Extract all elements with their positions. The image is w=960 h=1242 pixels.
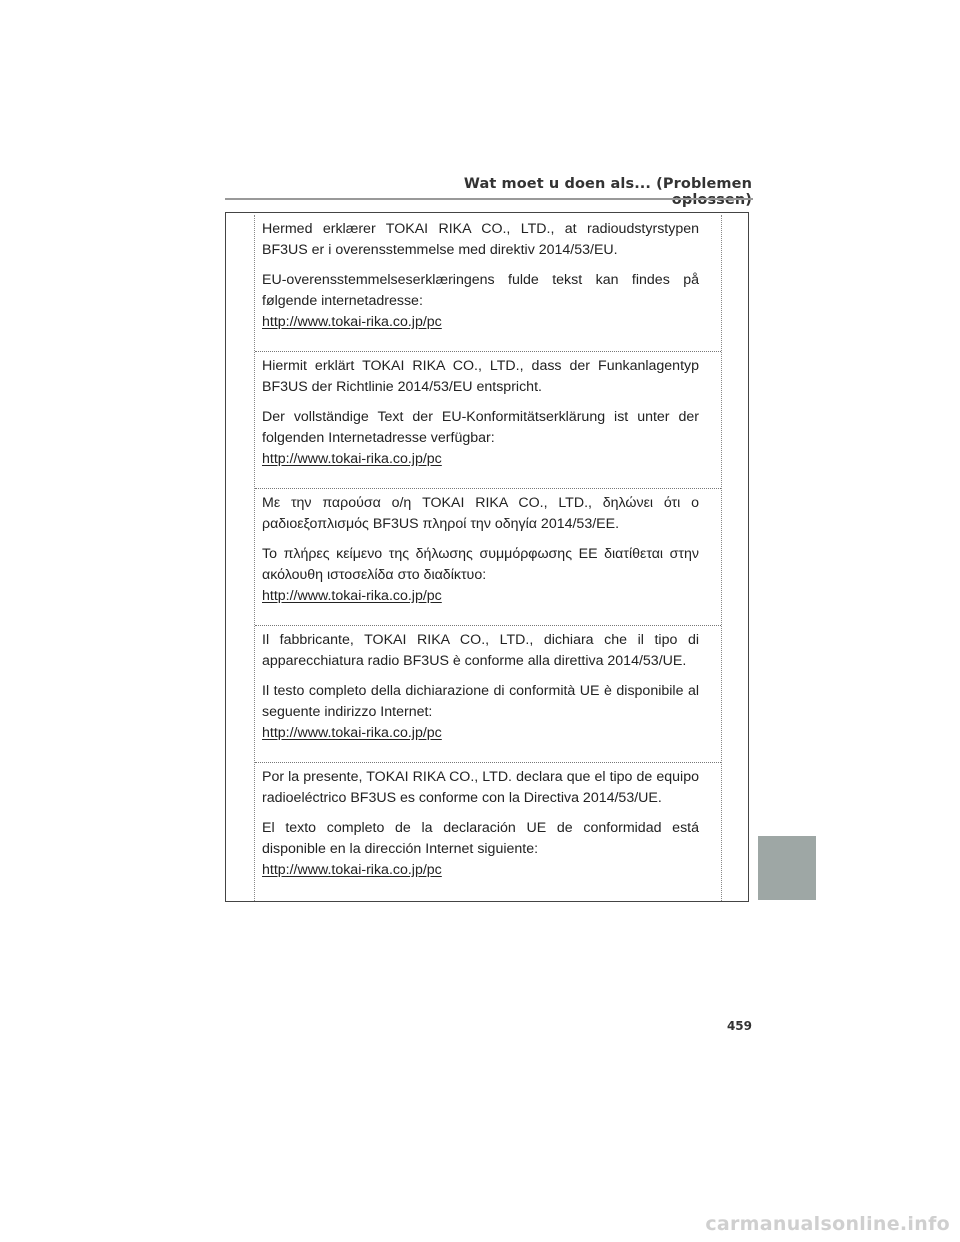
declaration-availability: Il testo completo della dichiarazione di conformità UE è disponibile al seguente indirizzo Internet: — [262, 683, 699, 720]
declaration-statement: Por la presente, TOKAI RIKA CO., LTD. declara que el tipo de equipo radioeléctrico BF3US es conforme con la Directiva 2014/53/UE. — [262, 769, 699, 806]
declaration-availability: Der vollständige Text der EU-Konformitätserklärung ist unter der folgenden Internetadresse verfügbar: — [262, 409, 699, 446]
header-divider — [225, 198, 753, 200]
declaration-url-link[interactable]: http://www.tokai-rika.co.jp/pc — [262, 725, 442, 741]
declaration-url-link[interactable]: http://www.tokai-rika.co.jp/pc — [262, 862, 442, 878]
declaration-german — [255, 352, 721, 489]
declaration-box — [254, 215, 722, 901]
declaration-availability: Το πλήρες κείμενο της δήλωσης συμμόρφωσης ΕΕ διατίθεται στην ακόλουθη ιστοσελίδα στο διαδίκτυο: — [262, 546, 699, 583]
declaration-statement: Hermed erklærer TOKAI RIKA CO., LTD., at radioudstyrstypen BF3US er i overensstemmelse med direktiv 2014/53/EU. — [262, 221, 699, 258]
page-number: 459 — [726, 1019, 752, 1033]
declaration-url-link[interactable]: http://www.tokai-rika.co.jp/pc — [262, 314, 442, 330]
chapter-side-tab — [758, 836, 816, 900]
declaration-availability: El texto completo de la declaración UE de conformidad está disponible en la dirección Internet siguiente: — [262, 820, 699, 857]
declaration-url-link[interactable]: http://www.tokai-rika.co.jp/pc — [262, 588, 442, 604]
page-header-title: Wat moet u doen als... (Problemen oplossen) — [463, 176, 752, 208]
declaration-statement: Hiermit erklärt TOKAI RIKA CO., LTD., dass der Funkanlagentyp BF3US der Richtlinie 2014/53/EU entspricht. — [262, 358, 699, 395]
declaration-availability: EU-overensstemmelseserklæringens fulde tekst kan findes på følgende internetadresse: — [262, 272, 699, 309]
declaration-danish — [255, 215, 721, 352]
watermark-text: carmanualsonline.info — [705, 1213, 950, 1235]
declaration-spanish — [255, 763, 721, 900]
declaration-url-link[interactable]: http://www.tokai-rika.co.jp/pc — [262, 451, 442, 467]
declaration-statement: Il fabbricante, TOKAI RIKA CO., LTD., dichiara che il tipo di apparecchiatura radio BF3US è conforme alla direttiva 2014/53/UE. — [262, 632, 699, 669]
declaration-greek — [255, 489, 721, 626]
declaration-statement: Με την παρούσα ο/η TOKAI RIKA CO., LTD., δηλώνει ότι ο ραδιοεξοπλισμός BF3US πληροί την οδηγία 2014/53/ΕΕ. — [262, 495, 699, 532]
declaration-italian — [255, 626, 721, 763]
